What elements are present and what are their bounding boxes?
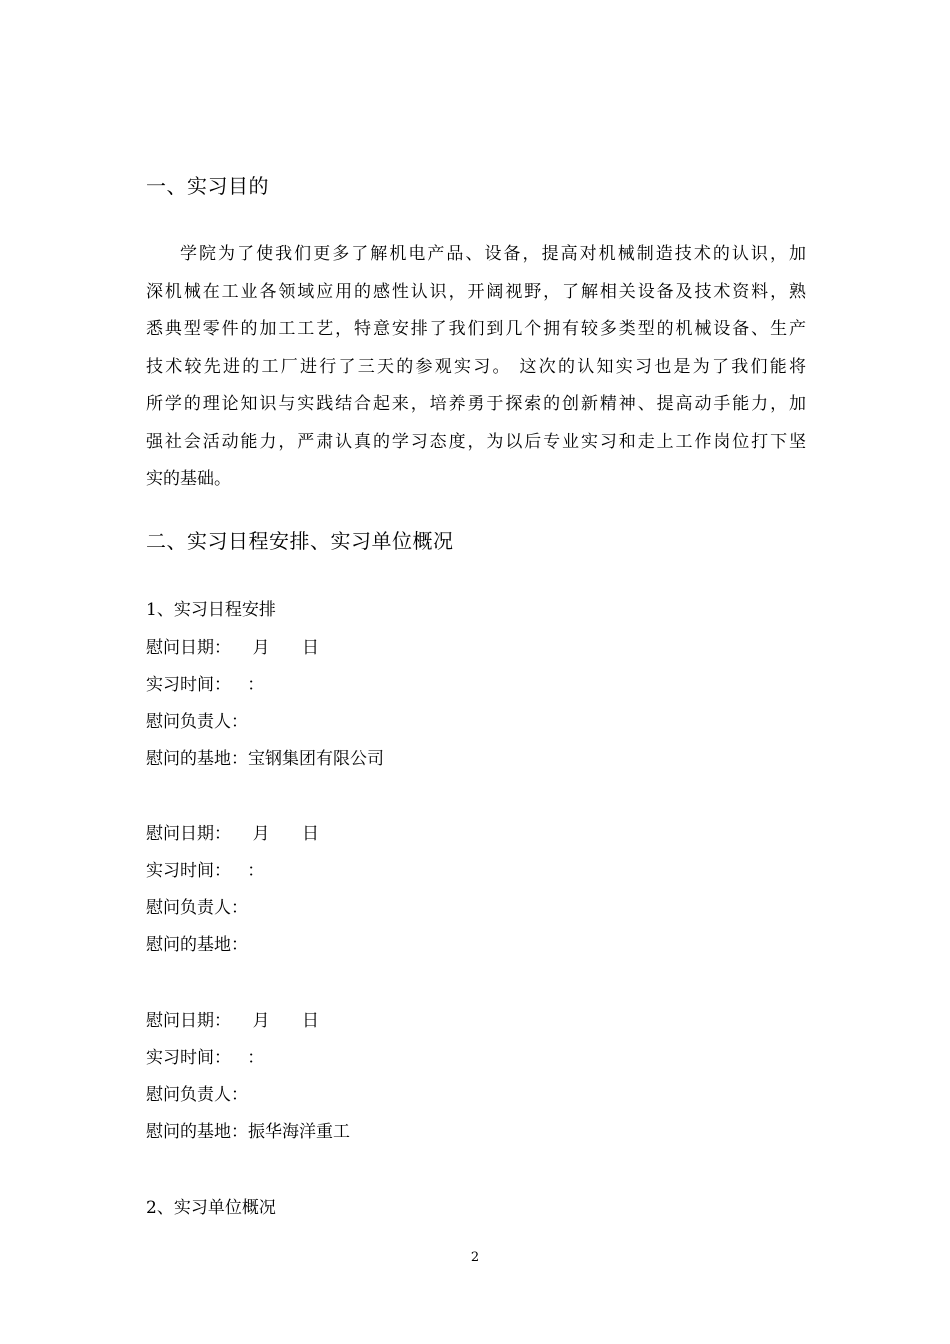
page-number: 2 — [470, 1250, 480, 1265]
paragraph-line: 强社会活动能力，严肃认真的学习态度，为以后专业实习和走上工作岗位打下坚 — [146, 431, 806, 452]
subheading-unit-overview: 2、实习单位概况 — [146, 1198, 276, 1218]
visit-leader: 慰问负责人： — [146, 712, 248, 732]
subheading-schedule: 1、实习日程安排 — [146, 600, 276, 620]
section-heading-purpose: 一、实习目的 — [146, 174, 269, 198]
purpose-paragraph — [146, 236, 806, 499]
paragraph-line: 学院为了使我们更多了解机电产品、设备，提高对机械制造技术的认识，加 — [180, 244, 806, 264]
practice-time: 实习时间： ： — [146, 861, 265, 881]
practice-time: 实习时间： ： — [146, 1048, 265, 1068]
visit-date: 慰问日期： 月 日 — [146, 1011, 320, 1031]
section-heading-schedule: 二、实习日程安排、实习单位概况 — [146, 529, 454, 553]
paragraph-line: 所学的理论知识与实践结合起来，培养勇于探索的创新精神、提高动手能力，加 — [146, 394, 806, 414]
visit-base: 慰问的基地： — [146, 935, 248, 955]
paragraph-line: 实的基础。 — [146, 469, 231, 489]
paragraph-line: 技术较先进的工厂进行了三天的参观实习。 这次的认知实习也是为了我们能将 — [146, 356, 806, 377]
practice-time: 实习时间： ： — [146, 675, 265, 695]
visit-leader: 慰问负责人： — [146, 898, 248, 918]
visit-leader: 慰问负责人： — [146, 1085, 248, 1105]
paragraph-line: 悉典型零件的加工工艺，特意安排了我们到几个拥有较多类型的机械设备、生产 — [146, 319, 806, 339]
visit-date: 慰问日期： 月 日 — [146, 638, 320, 658]
visit-date: 慰问日期： 月 日 — [146, 824, 320, 844]
visit-base: 慰问的基地：振华海洋重工 — [146, 1122, 350, 1142]
paragraph-line: 深机械在工业各领域应用的感性认识，开阔视野，了解相关设备及技术资料，熟 — [146, 281, 806, 302]
visit-base: 慰问的基地：宝钢集团有限公司 — [146, 749, 384, 769]
